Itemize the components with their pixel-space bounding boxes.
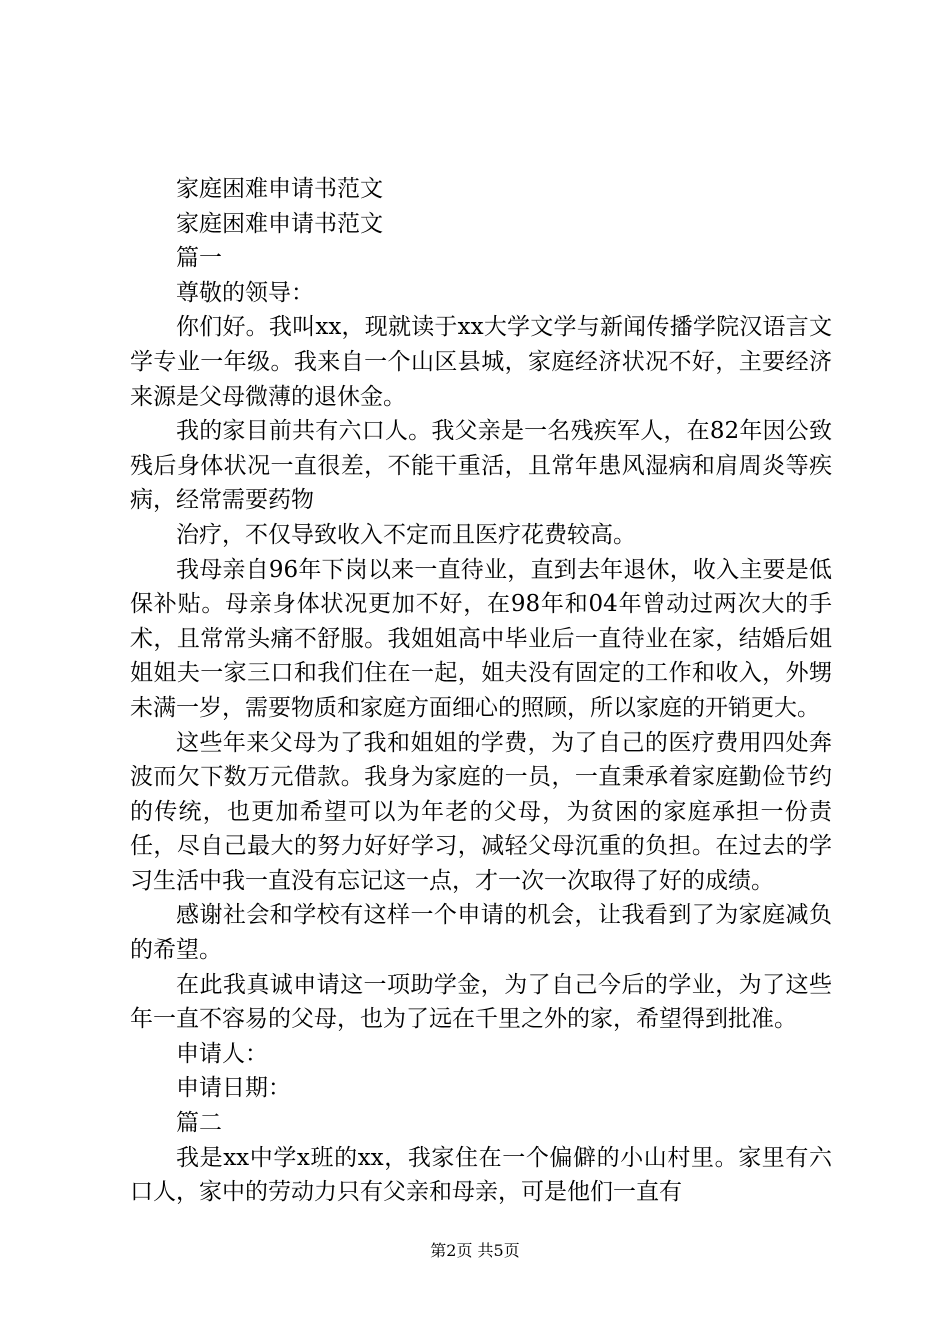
document-body — [130, 172, 832, 1210]
paragraph-8: 我是xx中学x班的xx，我家住在一个偏僻的小山村里。家里有六口人，家中的劳动力只有父亲和母亲，可是他们一直有 — [130, 1144, 832, 1206]
paragraph-7: 在此我真诚申请这一项助学金，为了自己今后的学业，为了这些年一直不容易的父母，也为了远在千里之外的家，希望得到批准。 — [130, 971, 832, 1033]
applicant-label: 申请人： — [176, 1040, 268, 1067]
page-number-footer: 第2页 共5页 — [430, 1241, 520, 1260]
paragraph-1: 你们好。我叫xx，现就读于xx大学文学与新闻传播学院汉语言文学专业一年级。我来自一个山区县城，家庭经济状况不好，主要经济来源是父母微薄的退休金。 — [130, 314, 832, 410]
section-heading-2: 篇二 — [176, 1110, 222, 1137]
document-title: 家庭困难申请书范文 — [176, 176, 383, 202]
paragraph-6: 感谢社会和学校有这样一个申请的机会，让我看到了为家庭减负的希望。 — [130, 902, 832, 964]
paragraph-3: 治疗，不仅导致收入不定而且医疗花费较高。 — [176, 521, 636, 548]
paragraph-2: 我的家目前共有六口人。我父亲是一名残疾军人，在82年因公致残后身体状况一直很差，不能干重活，且常年患风湿病和肩周炎等疾病，经常需要药物 — [130, 418, 832, 514]
paragraph-4: 我母亲自96年下岗以来一直待业，直到去年退休，收入主要是低保补贴。母亲身体状况更加不好，在98年和04年曾动过两次大的手术，且常常头痛不舒服。我姐姐高中毕业后一直待业在家，结婚后姐姐姐夫一家三口和我们住在一起，姐夫没有固定的工作和收入，外甥未满一岁，需要物质和家庭方面细心的照顾，所以家庭的开销更大。 — [130, 556, 832, 721]
salutation: 尊敬的领导： — [176, 279, 314, 306]
date-label: 申请日期： — [176, 1075, 291, 1102]
section-heading-1: 篇一 — [176, 245, 222, 272]
paragraph-5: 这些年来父母为了我和姐姐的学费，为了自己的医疗费用四处奔波而欠下数万元借款。我身为家庭的一员，一直秉承着家庭勤俭节约的传统，也更加希望可以为年老的父母，为贫困的家庭承担一份责任，尽自己最大的努力好好学习，减轻父母沉重的负担。在过去的学习生活中我一直没有忘记这一点，才一次一次取得了好的成绩。 — [130, 729, 832, 894]
document-subtitle: 家庭困难申请书范文 — [176, 210, 383, 237]
